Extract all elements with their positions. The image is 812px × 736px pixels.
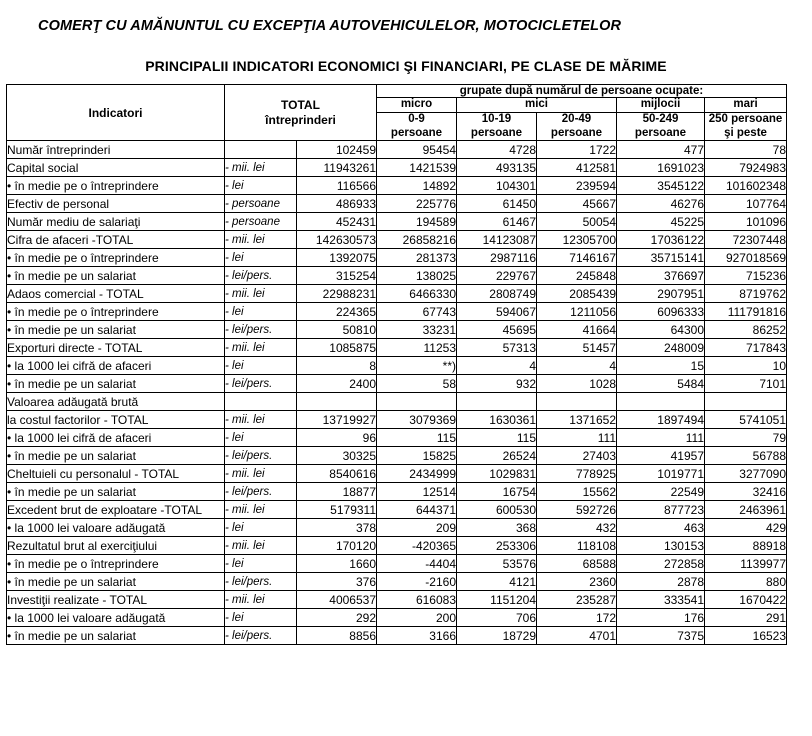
row-value: 429	[705, 519, 787, 537]
row-value: 107764	[705, 195, 787, 213]
row-unit: - mii. lei	[225, 537, 297, 555]
row-value: 376697	[617, 267, 705, 285]
row-unit: - mii. lei	[225, 285, 297, 303]
row-value: 715236	[705, 267, 787, 285]
row-indicator: Adaos comercial - TOTAL	[7, 285, 225, 303]
row-indicator: Rezultatul brut al exerciţiului	[7, 537, 225, 555]
row-value: 1421539	[377, 159, 457, 177]
row-unit: - mii. lei	[225, 411, 297, 429]
row-value: 1392075	[297, 249, 377, 267]
row-value: 3166	[377, 627, 457, 645]
row-indicator: Cifra de afaceri -TOTAL	[7, 231, 225, 249]
table-row	[7, 429, 787, 447]
row-value: 51457	[537, 339, 617, 357]
row-value: 927018569	[705, 249, 787, 267]
row-value: 16754	[457, 483, 537, 501]
header-range-50-249	[617, 112, 705, 141]
row-indicator: Valoarea adăugată brută	[7, 393, 225, 411]
row-value: 493135	[457, 159, 537, 177]
row-value: -420365	[377, 537, 457, 555]
header-group-mijlocii: mijlocii	[617, 98, 705, 113]
row-value: 2085439	[537, 285, 617, 303]
header-range-0-9-value: 0-9	[408, 112, 425, 125]
row-value: 8	[297, 357, 377, 375]
row-unit: - lei/pers.	[225, 573, 297, 591]
row-value: 12514	[377, 483, 457, 501]
row-unit: - lei	[225, 519, 297, 537]
row-value: 1211056	[537, 303, 617, 321]
table-row	[7, 231, 787, 249]
row-indicator: Număr mediu de salariaţi	[7, 213, 225, 231]
row-value: 15562	[537, 483, 617, 501]
row-unit: - lei	[225, 609, 297, 627]
table-row	[7, 465, 787, 483]
row-value: 1019771	[617, 465, 705, 483]
row-value: 2360	[537, 573, 617, 591]
header-range-10-19-value: 10-19	[481, 112, 512, 125]
row-indicator: Capital social	[7, 159, 225, 177]
row-unit: - mii. lei	[225, 465, 297, 483]
row-value: 2434999	[377, 465, 457, 483]
row-value: 61450	[457, 195, 537, 213]
row-unit	[225, 141, 297, 159]
row-indicator: • la 1000 lei cifră de afaceri	[7, 429, 225, 447]
row-value: 27403	[537, 447, 617, 465]
row-value: 368	[457, 519, 537, 537]
header-range-20-49	[537, 112, 617, 141]
row-value: 33231	[377, 321, 457, 339]
row-value: 11943261	[297, 159, 377, 177]
table-row	[7, 195, 787, 213]
row-value: 8856	[297, 627, 377, 645]
header-indicators: Indicatori	[7, 85, 225, 141]
row-value: 142630573	[297, 231, 377, 249]
row-value: 4	[537, 357, 617, 375]
row-value: 58	[377, 375, 457, 393]
table-row	[7, 249, 787, 267]
row-value: 3079369	[377, 411, 457, 429]
row-value: 14123087	[457, 231, 537, 249]
row-unit: - lei/pers.	[225, 627, 297, 645]
header-range-250-plus	[705, 112, 787, 141]
row-value: 432	[537, 519, 617, 537]
row-value: 32416	[705, 483, 787, 501]
header-total	[225, 85, 377, 141]
row-value: 7375	[617, 627, 705, 645]
row-value: 209	[377, 519, 457, 537]
row-value	[537, 393, 617, 411]
header-range-50-249-unit: persoane	[634, 126, 687, 139]
row-value: 2808749	[457, 285, 537, 303]
header-group-mari: mari	[705, 98, 787, 113]
header-range-50-249-value: 50-249	[642, 112, 679, 125]
row-value: 45225	[617, 213, 705, 231]
row-value: 115	[377, 429, 457, 447]
row-value: 50054	[537, 213, 617, 231]
table-row	[7, 213, 787, 231]
row-unit: - persoane	[225, 213, 297, 231]
row-unit: - lei	[225, 249, 297, 267]
row-value: 3277090	[705, 465, 787, 483]
table-row	[7, 555, 787, 573]
table-row	[7, 627, 787, 645]
row-value: 101096	[705, 213, 787, 231]
row-value: 932	[457, 375, 537, 393]
row-value: 229767	[457, 267, 537, 285]
row-indicator: • în medie pe o întreprindere	[7, 177, 225, 195]
row-unit	[225, 393, 297, 411]
row-value: 118108	[537, 537, 617, 555]
table-body	[7, 141, 787, 645]
header-total-line2: întreprinderi	[265, 112, 336, 127]
row-value: 95454	[377, 141, 457, 159]
row-value: 1085875	[297, 339, 377, 357]
row-unit: - lei	[225, 555, 297, 573]
row-value: 245848	[537, 267, 617, 285]
table-row	[7, 483, 787, 501]
row-value: 13719927	[297, 411, 377, 429]
row-value: 26858216	[377, 231, 457, 249]
row-value: 6466330	[377, 285, 457, 303]
row-value	[705, 393, 787, 411]
row-indicator: • la 1000 lei cifră de afaceri	[7, 357, 225, 375]
row-value: 1722	[537, 141, 617, 159]
row-value: 96	[297, 429, 377, 447]
row-indicator: • în medie pe un salariat	[7, 447, 225, 465]
row-unit: - lei	[225, 177, 297, 195]
row-value: 78	[705, 141, 787, 159]
row-value: 86252	[705, 321, 787, 339]
row-value: 600530	[457, 501, 537, 519]
row-value: 333541	[617, 591, 705, 609]
row-value: 717843	[705, 339, 787, 357]
row-value: 115	[457, 429, 537, 447]
row-value: 7101	[705, 375, 787, 393]
row-value: 8540616	[297, 465, 377, 483]
row-indicator: • în medie pe un salariat	[7, 267, 225, 285]
row-value: 3545122	[617, 177, 705, 195]
row-value: 644371	[377, 501, 457, 519]
row-value: 67743	[377, 303, 457, 321]
row-value: 486933	[297, 195, 377, 213]
row-unit: - mii. lei	[225, 501, 297, 519]
header-group-title: grupate după numărul de persoane ocupate:	[377, 85, 787, 98]
row-value: 45667	[537, 195, 617, 213]
table-row	[7, 321, 787, 339]
row-value: 281373	[377, 249, 457, 267]
table-row	[7, 339, 787, 357]
row-value: 45695	[457, 321, 537, 339]
row-value: 50810	[297, 321, 377, 339]
row-value: 224365	[297, 303, 377, 321]
table-row	[7, 591, 787, 609]
row-value: 12305700	[537, 231, 617, 249]
row-value: 111791816	[705, 303, 787, 321]
row-value: 463	[617, 519, 705, 537]
table-row	[7, 285, 787, 303]
row-value	[457, 393, 537, 411]
row-unit: - lei/pers.	[225, 447, 297, 465]
row-value: 225776	[377, 195, 457, 213]
row-value: 1028	[537, 375, 617, 393]
table-row	[7, 177, 787, 195]
row-value: 7924983	[705, 159, 787, 177]
table-row	[7, 609, 787, 627]
row-value: 30325	[297, 447, 377, 465]
row-value: 4728	[457, 141, 537, 159]
table-row	[7, 573, 787, 591]
row-value: 46276	[617, 195, 705, 213]
row-value: 2878	[617, 573, 705, 591]
row-indicator: • în medie pe o întreprindere	[7, 249, 225, 267]
header-range-10-19	[457, 112, 537, 141]
row-value: -2160	[377, 573, 457, 591]
row-value: 877723	[617, 501, 705, 519]
table-row	[7, 267, 787, 285]
row-unit: - lei/pers.	[225, 483, 297, 501]
row-unit: - lei	[225, 303, 297, 321]
row-value: 4006537	[297, 591, 377, 609]
row-indicator: Investiţii realizate - TOTAL	[7, 591, 225, 609]
row-value: 2463961	[705, 501, 787, 519]
header-total-line1: TOTAL	[281, 98, 320, 113]
row-value: 68588	[537, 555, 617, 573]
table-row	[7, 159, 787, 177]
row-value: 272858	[617, 555, 705, 573]
header-range-10-19-unit: persoane	[470, 126, 523, 139]
row-value: 6096333	[617, 303, 705, 321]
row-value: 477	[617, 141, 705, 159]
row-indicator: Cheltuieli cu personalul - TOTAL	[7, 465, 225, 483]
document-subtitle: PRINCIPALII INDICATORI ECONOMICI ŞI FINANCIARI, PE CLASE DE MĂRIME	[145, 58, 667, 74]
table-row	[7, 393, 787, 411]
row-value	[617, 393, 705, 411]
row-value: 248009	[617, 339, 705, 357]
row-value: 1660	[297, 555, 377, 573]
row-unit: - mii. lei	[225, 339, 297, 357]
table-row	[7, 375, 787, 393]
row-value: 35715141	[617, 249, 705, 267]
row-value: 41664	[537, 321, 617, 339]
row-value: 18729	[457, 627, 537, 645]
header-range-20-49-unit: persoane	[550, 126, 603, 139]
row-unit: - lei	[225, 357, 297, 375]
row-indicator: • în medie pe un salariat	[7, 573, 225, 591]
row-value: 292	[297, 609, 377, 627]
row-value: 200	[377, 609, 457, 627]
row-value: 2987116	[457, 249, 537, 267]
row-indicator: • în medie pe un salariat	[7, 321, 225, 339]
row-indicator: • în medie pe un salariat	[7, 627, 225, 645]
row-indicator: • la 1000 lei valoare adăugată	[7, 519, 225, 537]
row-value: 172	[537, 609, 617, 627]
row-value: 7146167	[537, 249, 617, 267]
row-value: 61467	[457, 213, 537, 231]
row-value: 1897494	[617, 411, 705, 429]
row-value: 11253	[377, 339, 457, 357]
row-value: 56788	[705, 447, 787, 465]
row-value: 41957	[617, 447, 705, 465]
header-group-micro: micro	[377, 98, 457, 113]
table-row	[7, 141, 787, 159]
row-value: -4404	[377, 555, 457, 573]
row-value: 15825	[377, 447, 457, 465]
row-unit: - lei/pers.	[225, 321, 297, 339]
row-value: 88918	[705, 537, 787, 555]
row-value: 4121	[457, 573, 537, 591]
row-value	[297, 393, 377, 411]
header-range-0-9-unit: persoane	[390, 126, 443, 139]
row-value: 706	[457, 609, 537, 627]
row-value: 16523	[705, 627, 787, 645]
row-value: 64300	[617, 321, 705, 339]
row-value: 79	[705, 429, 787, 447]
row-value: 778925	[537, 465, 617, 483]
indicators-table-wrapper	[0, 84, 812, 645]
row-indicator: Număr întreprinderi	[7, 141, 225, 159]
row-value: 376	[297, 573, 377, 591]
row-value: 1630361	[457, 411, 537, 429]
row-value: 111	[537, 429, 617, 447]
row-value: 239594	[537, 177, 617, 195]
row-value: 138025	[377, 267, 457, 285]
row-value: 17036122	[617, 231, 705, 249]
row-value: 2400	[297, 375, 377, 393]
row-indicator: • în medie pe un salariat	[7, 375, 225, 393]
row-indicator: la costul factorilor - TOTAL	[7, 411, 225, 429]
row-value: 594067	[457, 303, 537, 321]
row-value: 130153	[617, 537, 705, 555]
header-range-250-plus-unit: şi peste	[724, 126, 767, 139]
table-row	[7, 303, 787, 321]
row-value: 22549	[617, 483, 705, 501]
row-unit: - lei/pers.	[225, 375, 297, 393]
document-title: COMERŢ CU AMĂNUNTUL CU EXCEPŢIA AUTOVEHICULELOR, MOTOCICLETELOR	[38, 18, 622, 34]
row-value: 26524	[457, 447, 537, 465]
row-value: 452431	[297, 213, 377, 231]
row-value: 291	[705, 609, 787, 627]
row-value: 10	[705, 357, 787, 375]
row-unit: - lei/pers.	[225, 267, 297, 285]
table-row	[7, 447, 787, 465]
row-value: 315254	[297, 267, 377, 285]
row-indicator: Excedent brut de exploatare -TOTAL	[7, 501, 225, 519]
row-value: 616083	[377, 591, 457, 609]
row-value: 194589	[377, 213, 457, 231]
row-unit: - mii. lei	[225, 159, 297, 177]
row-value: 1029831	[457, 465, 537, 483]
row-value: 4	[457, 357, 537, 375]
row-indicator: Efectiv de personal	[7, 195, 225, 213]
row-value: 1371652	[537, 411, 617, 429]
row-value: 15	[617, 357, 705, 375]
row-value: **)	[377, 357, 457, 375]
row-value: 8719762	[705, 285, 787, 303]
row-value: 412581	[537, 159, 617, 177]
row-value: 1670422	[705, 591, 787, 609]
row-value: 592726	[537, 501, 617, 519]
row-value: 22988231	[297, 285, 377, 303]
table-row	[7, 537, 787, 555]
indicators-table	[6, 84, 787, 645]
row-value: 102459	[297, 141, 377, 159]
row-value: 1691023	[617, 159, 705, 177]
row-indicator: • în medie pe un salariat	[7, 483, 225, 501]
table-row	[7, 411, 787, 429]
row-value: 5179311	[297, 501, 377, 519]
row-value: 4701	[537, 627, 617, 645]
table-row	[7, 519, 787, 537]
header-range-20-49-value: 20-49	[561, 112, 592, 125]
row-value: 104301	[457, 177, 537, 195]
row-value: 378	[297, 519, 377, 537]
table-row	[7, 501, 787, 519]
row-unit: - lei	[225, 429, 297, 447]
row-indicator: • în medie pe o întreprindere	[7, 303, 225, 321]
row-value: 235287	[537, 591, 617, 609]
row-value: 176	[617, 609, 705, 627]
row-unit: - persoane	[225, 195, 297, 213]
row-indicator: • la 1000 lei valoare adăugată	[7, 609, 225, 627]
row-value: 14892	[377, 177, 457, 195]
row-value: 18877	[297, 483, 377, 501]
row-value: 1139977	[705, 555, 787, 573]
header-range-0-9	[377, 112, 457, 141]
row-value: 1151204	[457, 591, 537, 609]
row-value: 5741051	[705, 411, 787, 429]
header-range-250-plus-value: 250 persoane	[708, 112, 783, 125]
row-value: 170120	[297, 537, 377, 555]
row-unit: - mii. lei	[225, 231, 297, 249]
row-value: 116566	[297, 177, 377, 195]
row-indicator: Exporturi directe - TOTAL	[7, 339, 225, 357]
row-unit: - mii. lei	[225, 591, 297, 609]
row-value: 101602348	[705, 177, 787, 195]
table-row	[7, 357, 787, 375]
row-value: 57313	[457, 339, 537, 357]
row-value: 2907951	[617, 285, 705, 303]
row-value: 53576	[457, 555, 537, 573]
row-value: 5484	[617, 375, 705, 393]
row-value	[377, 393, 457, 411]
table-header	[7, 85, 787, 141]
row-value: 253306	[457, 537, 537, 555]
header-group-mici: mici	[457, 98, 617, 113]
row-value: 111	[617, 429, 705, 447]
row-value: 880	[705, 573, 787, 591]
row-indicator: • în medie pe o întreprindere	[7, 555, 225, 573]
row-value: 72307448	[705, 231, 787, 249]
